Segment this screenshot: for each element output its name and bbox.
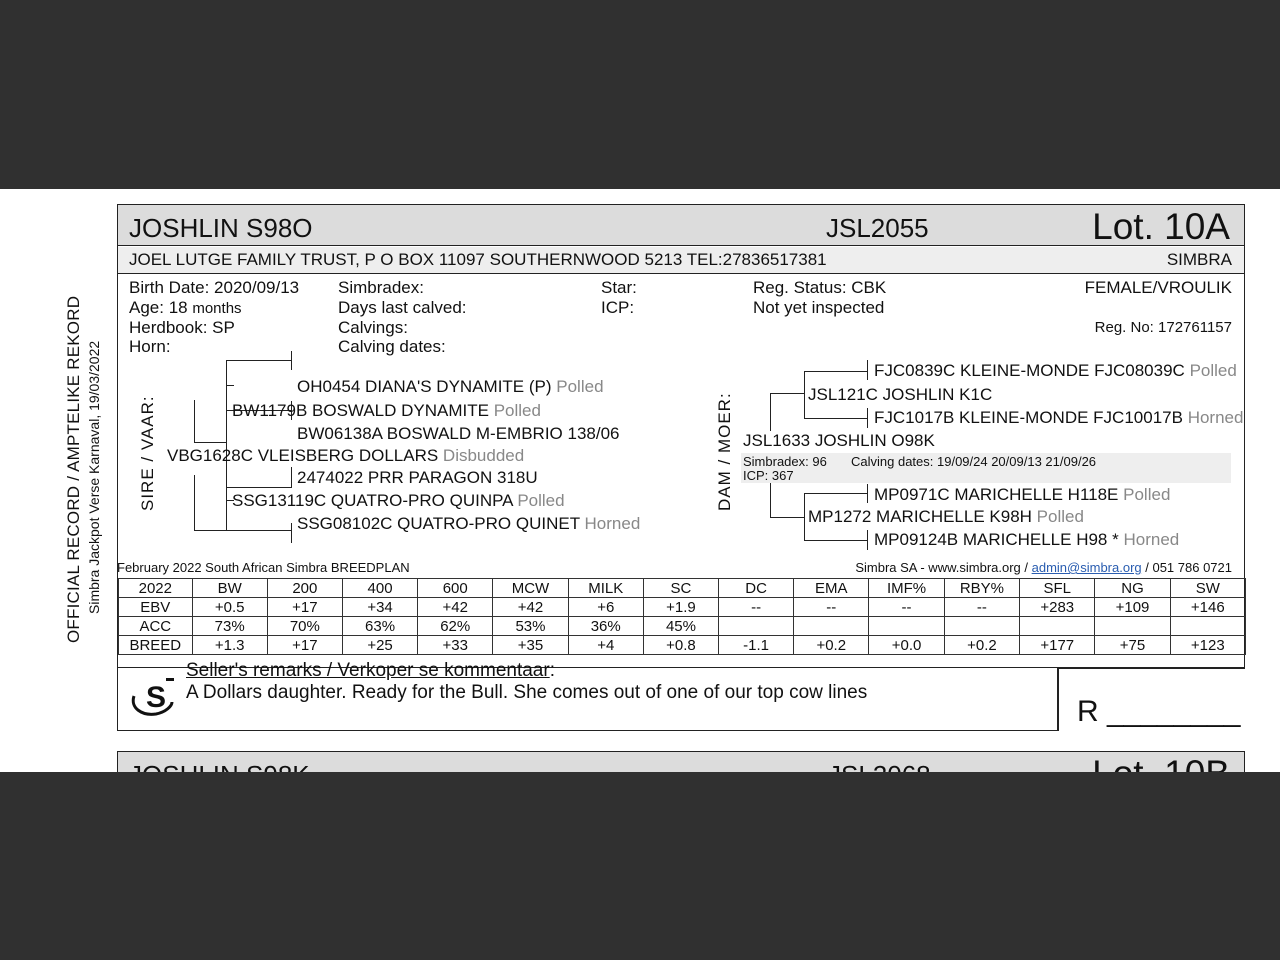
reg-number: Reg. No: 172761157 — [1094, 319, 1232, 336]
breedplan-cell: +283 — [1020, 598, 1095, 617]
breedplan-cell: +0.2 — [794, 636, 869, 655]
icp: ICP: — [601, 298, 635, 317]
dam-dam-sire: MP0971C MARICHELLE H118E Polled — [874, 485, 1171, 504]
breedplan-cell: +1.9 — [643, 598, 718, 617]
animal-name: JOSHLIN S98O — [129, 213, 313, 243]
lot-number: Lot. 10A — [1092, 206, 1230, 247]
remarks-section — [117, 660, 1058, 731]
breedplan-cell: +34 — [342, 598, 417, 617]
breedplan-cell: -- — [869, 598, 944, 617]
lot-card — [117, 204, 1245, 668]
breedplan-cell: MILK — [568, 579, 643, 598]
sire: VBG1628C VLEISBERG DOLLARS Disbudded — [167, 446, 525, 465]
dam-dam-dam: MP09124B MARICHELLE H98 * Horned — [874, 530, 1180, 549]
sex: FEMALE/VROULIK — [1084, 278, 1232, 297]
breedplan-cell — [869, 617, 944, 636]
remarks-heading: Seller's remarks / Verkoper se kommentaar: — [186, 660, 555, 681]
breedplan-cell: +6 — [568, 598, 643, 617]
svg-text:S: S — [146, 681, 167, 714]
breedplan-cell: +0.5 — [192, 598, 267, 617]
breed-label: SIMBRA — [1166, 250, 1232, 269]
sire-dam-dam: SSG08102C QUATRO-PRO QUINET Horned — [297, 514, 641, 533]
official-record-label: OFFICIAL RECORD / AMPTELIKE REKORD — [64, 295, 83, 643]
reg-status: Reg. Status: CBK — [753, 278, 887, 297]
breedplan-cell: -- — [794, 598, 869, 617]
dam-simbradex: Simbradex: 96 — [743, 454, 827, 469]
simbradex: Simbradex: — [338, 278, 424, 297]
sire-sire: BW1179B BOSWALD DYNAMITE Polled — [232, 401, 541, 420]
breedplan-cell: 63% — [342, 617, 417, 636]
breedplan-cell: +33 — [418, 636, 493, 655]
breedplan-cell: +123 — [1170, 636, 1245, 655]
price-field: R ________ — [1077, 695, 1241, 728]
breedplan-cell — [719, 617, 794, 636]
breedplan-cell: ACC — [119, 617, 193, 636]
sire-dam: SSG13119C QUATRO-PRO QUINPA Polled — [232, 491, 565, 510]
bottom-backdrop — [0, 772, 1280, 960]
breedplan-header-row — [119, 579, 1246, 598]
calvings: Calvings: — [338, 318, 408, 337]
breedplan-cell: BW — [192, 579, 267, 598]
breedplan-cell: +177 — [1020, 636, 1095, 655]
breedplan-cell: DC — [719, 579, 794, 598]
herdbook: Herdbook: SP — [129, 318, 235, 337]
breedplan-cell — [944, 617, 1019, 636]
breedplan-cell: +35 — [493, 636, 568, 655]
dam-sire-sire: FJC0839C KLEINE-MONDE FJC08039C Polled — [874, 361, 1237, 380]
owner-row — [118, 247, 1244, 274]
breedplan-cell: SC — [643, 579, 718, 598]
breedplan-cell: +17 — [267, 598, 342, 617]
breedplan-cell: RBY% — [944, 579, 1019, 598]
breedplan-cell: NG — [1095, 579, 1170, 598]
breedplan-cell: +1.3 — [192, 636, 267, 655]
breedplan-cell: SW — [1170, 579, 1245, 598]
breedplan-cell — [1020, 617, 1095, 636]
contact-info: Simbra SA - www.simbra.org / admin@simbra.org / 051 786 0721 — [855, 560, 1232, 575]
email-link[interactable]: admin@simbra.org — [1031, 560, 1142, 575]
dam-sire: JSL121C JOSHLIN K1C — [808, 385, 993, 404]
breedplan-cell — [1170, 617, 1245, 636]
dam-details — [741, 453, 1231, 483]
breedplan-cell: +109 — [1095, 598, 1170, 617]
dam-sire-dam: FJC1017B KLEINE-MONDE FJC10017B Horned — [874, 408, 1244, 427]
inspection-status: Not yet inspected — [753, 298, 885, 317]
breedplan-cell: 36% — [568, 617, 643, 636]
age: Age: 18 months — [129, 298, 242, 317]
dam-dam: MP1272 MARICHELLE K98H Polled — [808, 507, 1084, 526]
sire-sire-sire: OH0454 DIANA'S DYNAMITE (P) Polled — [297, 377, 604, 396]
horn-status: Horn: — [129, 337, 171, 356]
price-box[interactable] — [1058, 668, 1245, 731]
breedplan-cell: EBV — [119, 598, 193, 617]
sire-label: SIRE / VAAR: — [138, 395, 157, 511]
lot-header — [118, 205, 1244, 246]
breedplan-cell: +0.0 — [869, 636, 944, 655]
breedplan-cell: +25 — [342, 636, 417, 655]
breedplan-cell: -- — [944, 598, 1019, 617]
breedplan-cell: 73% — [192, 617, 267, 636]
breedplan-cell: MCW — [493, 579, 568, 598]
breedplan-row — [119, 617, 1246, 636]
breedplan-cell: -- — [719, 598, 794, 617]
breedplan-cell: 45% — [643, 617, 718, 636]
dam: JSL1633 JOSHLIN O98K — [743, 431, 935, 450]
sire-sire-dam: BW06138A BOSWALD M-EMBRIO 138/06 — [297, 424, 620, 443]
breedplan-cell: 600 — [418, 579, 493, 598]
breedplan-cell: 62% — [418, 617, 493, 636]
breedplan-row — [119, 636, 1246, 655]
breedplan-table — [118, 578, 1246, 655]
breedplan-title: February 2022 South African Simbra BREEDPLAN — [117, 560, 410, 575]
dam-label: DAM / MOER: — [715, 392, 734, 511]
breedplan-cell: +75 — [1095, 636, 1170, 655]
breedplan-cell: +0.2 — [944, 636, 1019, 655]
birth-date: Birth Date: 2020/09/13 — [129, 278, 300, 297]
breedplan-cell: -1.1 — [719, 636, 794, 655]
breedplan-cell: +17 — [267, 636, 342, 655]
owner-details: JOEL LUTGE FAMILY TRUST, P O BOX 11097 SOUTHERNWOOD 5213 TEL:27836517381 — [129, 250, 827, 269]
breedplan-cell: IMF% — [869, 579, 944, 598]
breedplan-cell: +146 — [1170, 598, 1245, 617]
breedplan-row — [119, 598, 1246, 617]
calving-dates: Calving dates: — [338, 337, 446, 356]
breedplan-cell: +42 — [493, 598, 568, 617]
sire-dam-sire: 2474022 PRR PARAGON 318U — [297, 468, 538, 487]
dam-calving-dates: Calving dates: 19/09/24 20/09/13 21/09/26 — [851, 454, 1097, 469]
breedplan-cell: BREED — [119, 636, 193, 655]
breedplan-cell: +0.8 — [643, 636, 718, 655]
breedplan-cell: 53% — [493, 617, 568, 636]
breedplan-cell: EMA — [794, 579, 869, 598]
breedplan-cell: +4 — [568, 636, 643, 655]
breedplan-cell: 2022 — [119, 579, 193, 598]
remarks-text: A Dollars daughter. Ready for the Bull. She comes out of one of our top cow lines — [186, 682, 868, 703]
animal-code: JSL2055 — [826, 213, 929, 243]
breedplan-cell: 400 — [342, 579, 417, 598]
dam-icp: ICP: 367 — [743, 468, 794, 483]
star: Star: — [601, 278, 637, 297]
breedplan-cell: 70% — [267, 617, 342, 636]
simbra-logo-icon — [128, 674, 178, 720]
breedplan-cell — [1095, 617, 1170, 636]
breedplan-cell: SFL — [1020, 579, 1095, 598]
breedplan-cell: 200 — [267, 579, 342, 598]
breedplan-cell — [794, 617, 869, 636]
sale-name-label: Simbra Jackpot Verse Karnaval, 19/03/2022 — [86, 340, 102, 614]
days-last-calved: Days last calved: — [338, 298, 467, 317]
breedplan-cell: +42 — [418, 598, 493, 617]
